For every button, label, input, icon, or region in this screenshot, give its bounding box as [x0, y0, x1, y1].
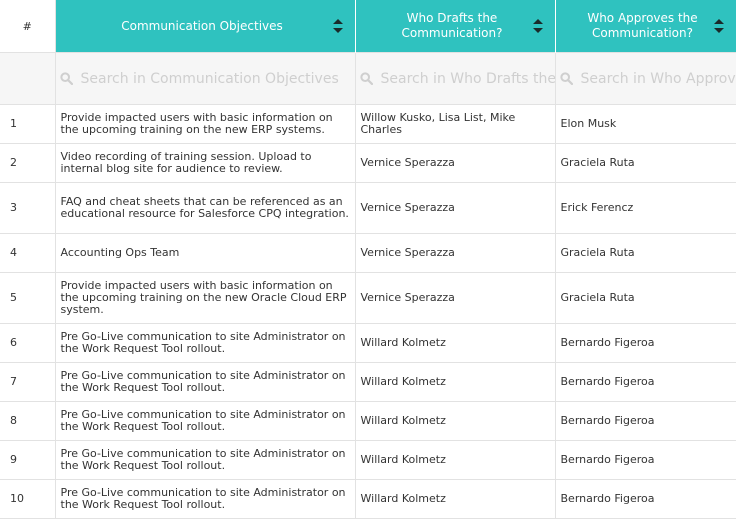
- search-input-drafts[interactable]: [381, 71, 555, 87]
- column-header-label: Who Approves the Communication?: [587, 11, 698, 40]
- table-row[interactable]: [0, 441, 736, 480]
- drafts-cell[interactable]: Willard Kolmetz: [355, 324, 555, 363]
- table-row[interactable]: [0, 144, 736, 183]
- row-number: 9: [0, 441, 55, 480]
- column-header-drafts[interactable]: [355, 0, 555, 53]
- objective-cell[interactable]: Pre Go-Live communication to site Administrator on the Work Request Tool rollout.: [55, 363, 355, 402]
- table-row[interactable]: [0, 402, 736, 441]
- approves-cell[interactable]: Elon Musk: [555, 105, 736, 144]
- filter-cell-approves: [555, 53, 736, 105]
- drafts-cell[interactable]: Vernice Sperazza: [355, 273, 555, 324]
- sort-icon[interactable]: [333, 19, 343, 33]
- objective-cell[interactable]: Provide impacted users with basic information on the upcoming training on the new Oracle Cloud ERP system.: [55, 273, 355, 324]
- column-header-objectives[interactable]: [55, 0, 355, 53]
- search-input-objectives[interactable]: [81, 71, 355, 87]
- column-header-approves[interactable]: [555, 0, 736, 53]
- objective-cell[interactable]: Video recording of training session. Upload to internal blog site for audience to review.: [55, 144, 355, 183]
- objective-cell[interactable]: Provide impacted users with basic information on the upcoming training on the new ERP systems.: [55, 105, 355, 144]
- search-icon: [560, 72, 573, 85]
- approves-cell[interactable]: Bernardo Figeroa: [555, 363, 736, 402]
- objective-cell[interactable]: FAQ and cheat sheets that can be referenced as an educational resource for Salesforce CPQ integration.: [55, 183, 355, 234]
- drafts-cell[interactable]: Willard Kolmetz: [355, 402, 555, 441]
- row-number: 7: [0, 363, 55, 402]
- row-number: 8: [0, 402, 55, 441]
- row-number: 3: [0, 183, 55, 234]
- table-row[interactable]: [0, 273, 736, 324]
- table-row[interactable]: [0, 183, 736, 234]
- objective-cell[interactable]: Pre Go-Live communication to site Administrator on the Work Request Tool rollout.: [55, 441, 355, 480]
- table-row[interactable]: [0, 480, 736, 519]
- objective-cell[interactable]: Pre Go-Live communication to site Administrator on the Work Request Tool rollout.: [55, 480, 355, 519]
- table-row[interactable]: [0, 234, 736, 273]
- header-row: [0, 0, 736, 53]
- approves-cell[interactable]: Graciela Ruta: [555, 234, 736, 273]
- table-row[interactable]: [0, 324, 736, 363]
- search-icon: [60, 72, 73, 85]
- search-icon: [360, 72, 373, 85]
- approves-cell[interactable]: Bernardo Figeroa: [555, 480, 736, 519]
- search-input-approves[interactable]: [581, 71, 736, 87]
- objective-cell[interactable]: Pre Go-Live communication to site Administrator on the Work Request Tool rollout.: [55, 324, 355, 363]
- column-header-label: Who Drafts the Communication?: [401, 11, 503, 40]
- drafts-cell[interactable]: Willard Kolmetz: [355, 363, 555, 402]
- approves-cell[interactable]: Graciela Ruta: [555, 273, 736, 324]
- approves-cell[interactable]: Erick Ferencz: [555, 183, 736, 234]
- row-number: 4: [0, 234, 55, 273]
- filter-cell-empty: [0, 53, 55, 105]
- table-row[interactable]: [0, 363, 736, 402]
- drafts-cell[interactable]: Willard Kolmetz: [355, 441, 555, 480]
- table-row[interactable]: [0, 105, 736, 144]
- approves-cell[interactable]: Bernardo Figeroa: [555, 402, 736, 441]
- column-header-number: #: [0, 0, 55, 53]
- filter-cell-objectives: [55, 53, 355, 105]
- approves-cell[interactable]: Bernardo Figeroa: [555, 441, 736, 480]
- row-number: 6: [0, 324, 55, 363]
- filter-cell-drafts: [355, 53, 555, 105]
- drafts-cell[interactable]: Vernice Sperazza: [355, 234, 555, 273]
- drafts-cell[interactable]: Willard Kolmetz: [355, 480, 555, 519]
- objective-cell[interactable]: Accounting Ops Team: [55, 234, 355, 273]
- row-number: 1: [0, 105, 55, 144]
- approves-cell[interactable]: Bernardo Figeroa: [555, 324, 736, 363]
- objective-cell[interactable]: Pre Go-Live communication to site Administrator on the Work Request Tool rollout.: [55, 402, 355, 441]
- drafts-cell[interactable]: Willow Kusko, Lisa List, Mike Charles: [355, 105, 555, 144]
- drafts-cell[interactable]: Vernice Sperazza: [355, 183, 555, 234]
- approves-cell[interactable]: Graciela Ruta: [555, 144, 736, 183]
- sort-icon[interactable]: [533, 19, 543, 33]
- column-header-label: Communication Objectives: [121, 18, 283, 33]
- row-number: 10: [0, 480, 55, 519]
- row-number: 2: [0, 144, 55, 183]
- filter-row: [0, 53, 736, 105]
- sort-icon[interactable]: [714, 19, 724, 33]
- row-number: 5: [0, 273, 55, 324]
- drafts-cell[interactable]: Vernice Sperazza: [355, 144, 555, 183]
